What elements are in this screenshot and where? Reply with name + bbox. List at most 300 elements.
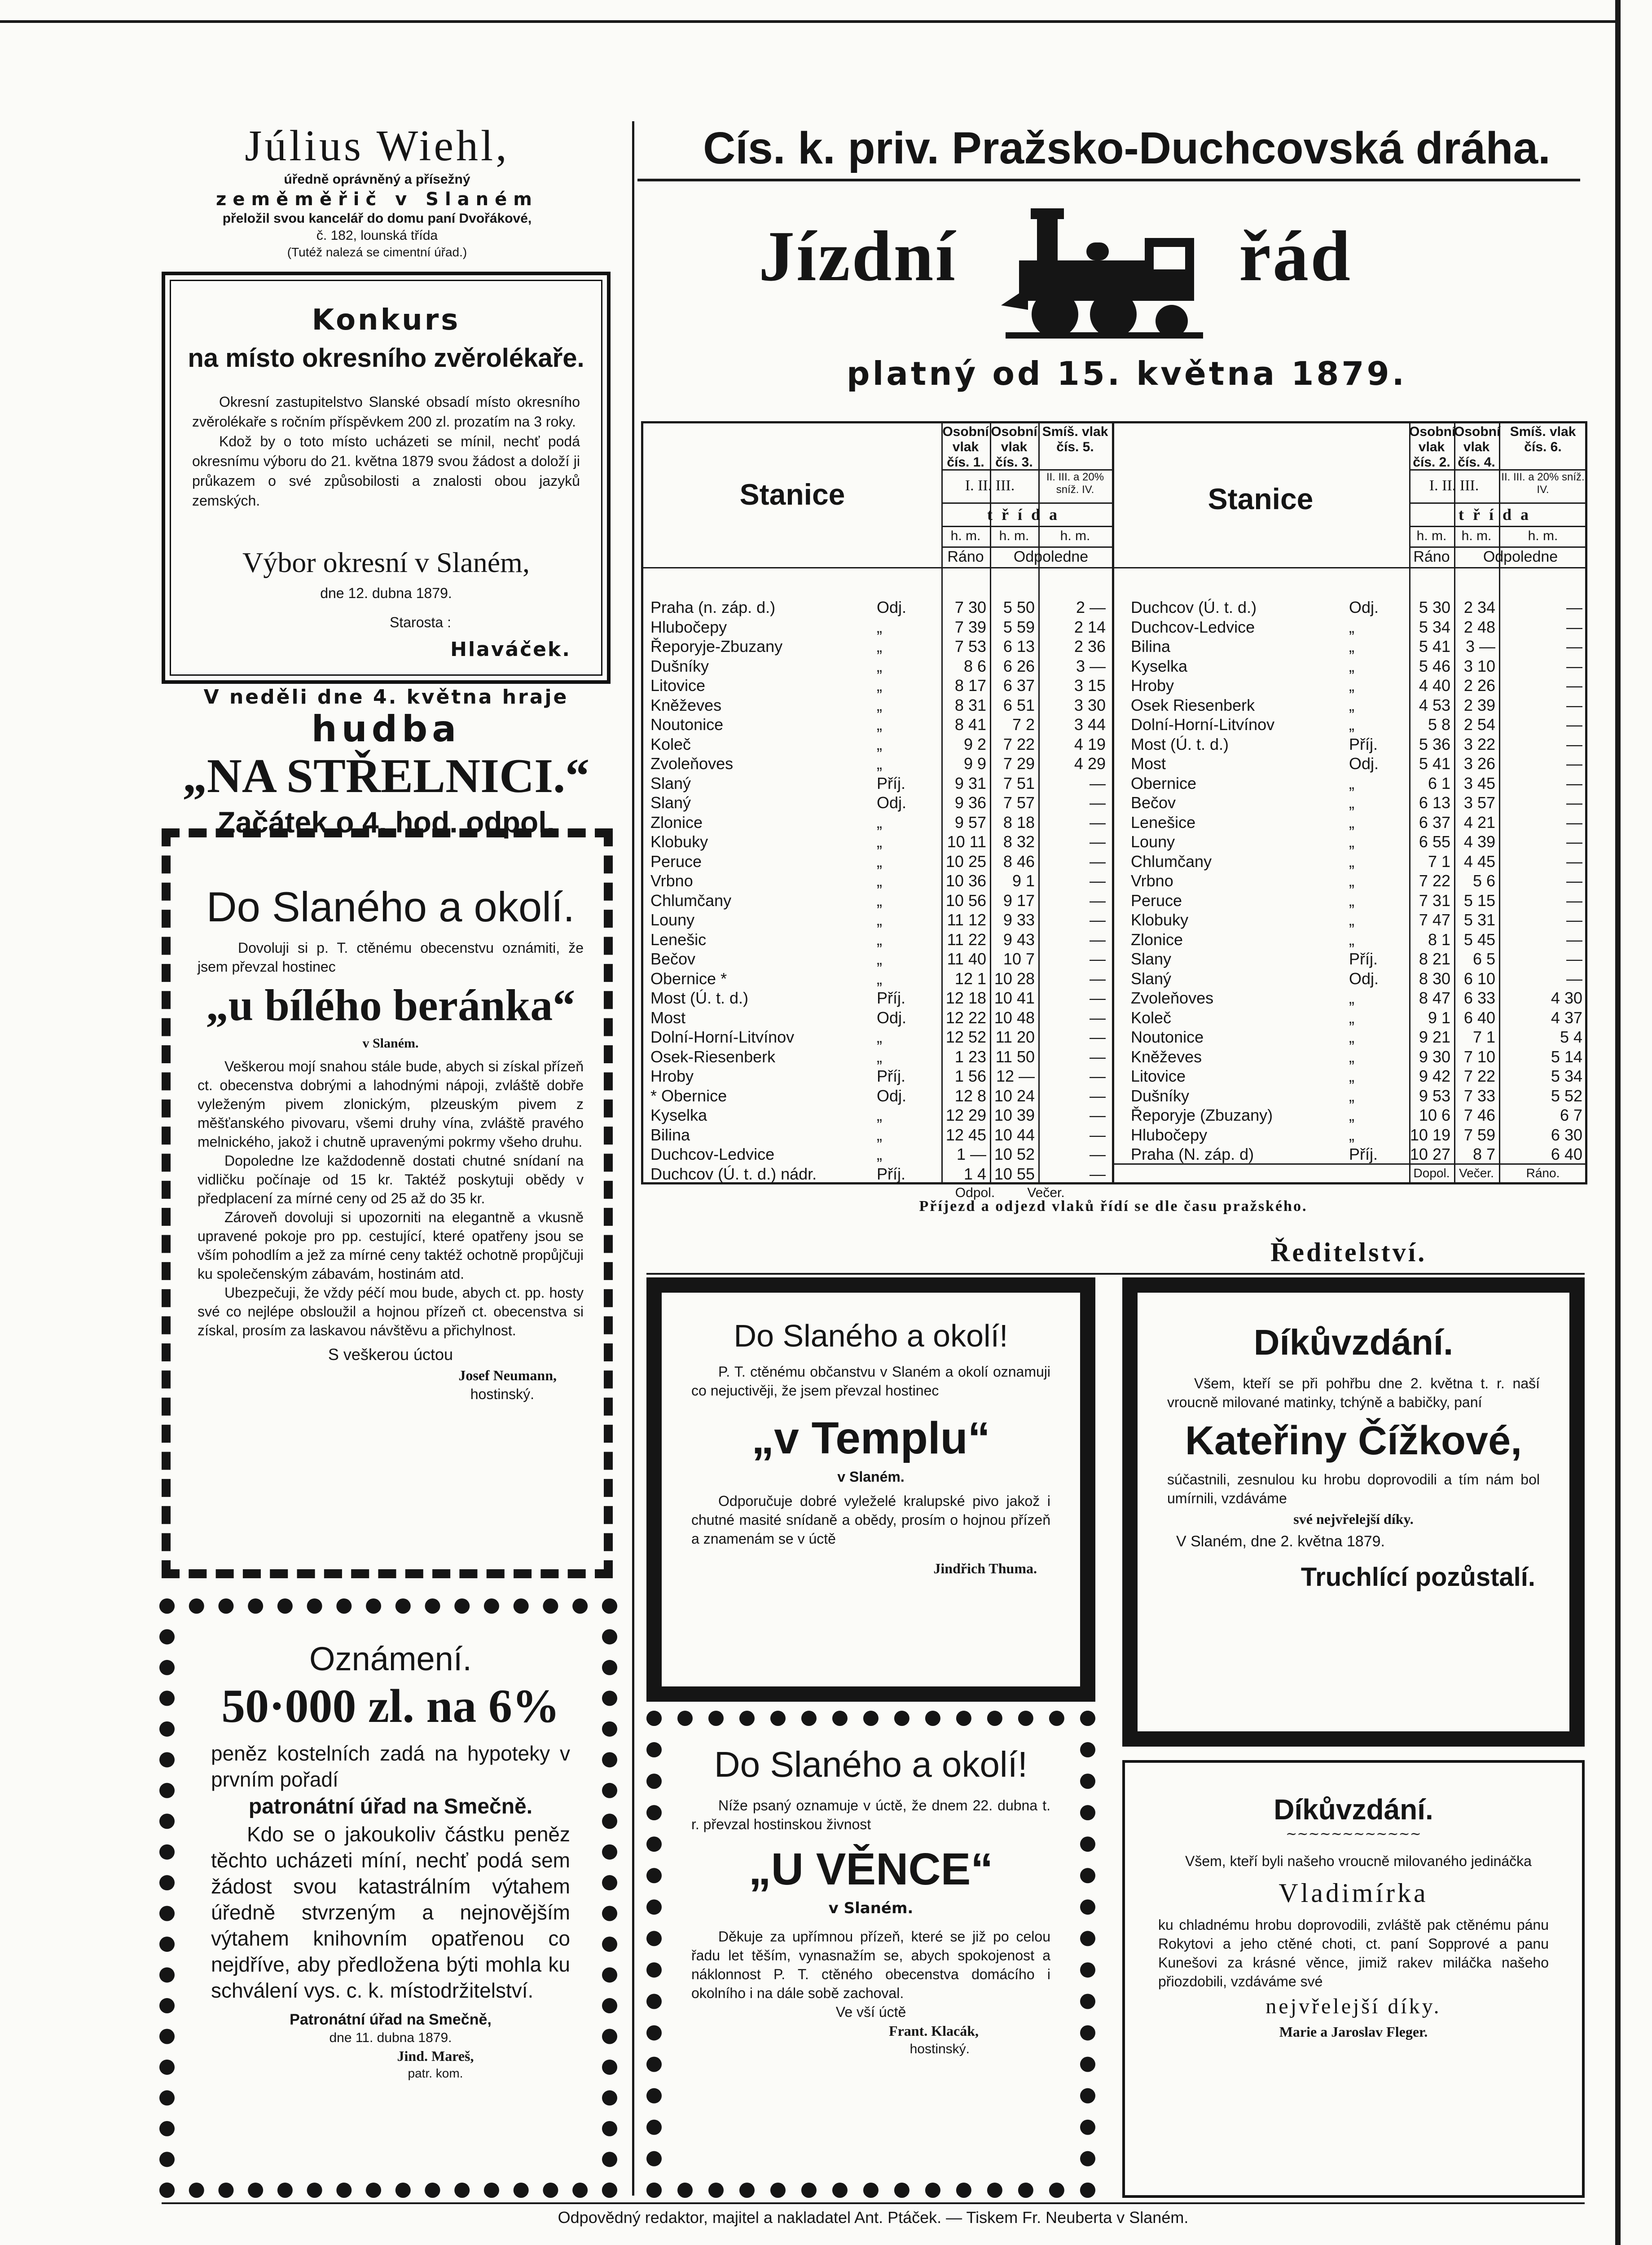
time-cell: 4 45 — [1463, 852, 1495, 871]
left-hm-3: h. m. — [1060, 528, 1090, 543]
station-mark: „ — [877, 969, 882, 988]
time-cell: 2 39 — [1463, 696, 1495, 714]
time-cell: 10 36 — [945, 872, 986, 890]
beranek-body4: Ubezpečuji, že vždy péčí mou bude, abych ct. pp. hosty své co nejlépe obsloužil a hojnou přízeň ct. obecenstva si získal, prosím za laskavou návštěvu a přichylnost. — [198, 1285, 584, 1338]
time-cell: 7 1 — [1472, 1028, 1495, 1046]
oznameni-role: patr. kom. — [408, 2066, 463, 2080]
station-name: Slany — [1131, 950, 1172, 968]
time-cell: — — [1566, 872, 1582, 890]
time-cell: — — [1566, 656, 1582, 675]
time-cell: 5 41 — [1419, 637, 1450, 656]
time-cell: 5 52 — [1551, 1086, 1582, 1105]
time-cell: 9 1 — [1012, 872, 1035, 890]
station-name: Kněževes — [650, 696, 722, 714]
time-cell: — — [1566, 676, 1582, 695]
time-cell: 5 50 — [1003, 598, 1035, 616]
time-cell: — — [1566, 696, 1582, 714]
wiehl-line1: úředně oprávněný a přísežný — [284, 172, 470, 187]
top-border — [0, 20, 1616, 23]
time-cell: 8 47 — [1419, 989, 1450, 1007]
station-mark: „ — [1349, 1008, 1354, 1027]
station-mark: „ — [877, 656, 882, 675]
time-cell: 4 30 — [1551, 989, 1582, 1007]
time-cell: 7 31 — [1419, 891, 1450, 910]
time-cell: — — [1566, 793, 1582, 812]
station-name: Dušníky — [650, 656, 709, 675]
station-mark: „ — [1349, 1067, 1354, 1085]
station-name: Dolní-Horní-Litvínov — [1131, 715, 1275, 734]
time-cell: 10 24 — [994, 1086, 1035, 1105]
oznameni-amount: 50·000 zl. na 6% — [221, 1680, 560, 1732]
station-name: Most — [1131, 754, 1166, 773]
station-name: Peruce — [650, 852, 702, 871]
station-name: Noutonice — [1131, 1028, 1204, 1046]
time-cell: 6 10 — [1463, 969, 1495, 988]
time-cell: 10 19 — [1410, 1125, 1450, 1144]
time-cell: 8 7 — [1472, 1145, 1495, 1163]
dik2-ornament: ~~~~~~~~~~~~ — [1286, 1826, 1421, 1842]
time-cell: 6 55 — [1419, 832, 1450, 851]
venec-sig: Frant. Klacák, — [889, 2023, 979, 2039]
station-mark: Příj. — [877, 1067, 906, 1085]
time-cell: 12 22 — [945, 1008, 986, 1027]
station-name: Osek-Riesenberk — [650, 1047, 776, 1066]
stanice-right: Stanice — [1208, 482, 1314, 515]
station-mark: Odj. — [877, 598, 907, 616]
time-cell: 8 46 — [1003, 852, 1035, 871]
time-cell: 8 32 — [1003, 832, 1035, 851]
railway-rule — [637, 179, 1580, 181]
time-cell: 3 45 — [1463, 774, 1495, 792]
station-name: Duchcov (Ú. t. d.) nádr. — [650, 1164, 817, 1183]
dik2-thanks: nejvřelejší díky. — [1265, 1994, 1441, 2018]
station-mark: „ — [1349, 832, 1354, 851]
konkurs-name: Hlaváček. — [450, 638, 571, 661]
dik2-ad — [1158, 1792, 1549, 2041]
station-mark: „ — [877, 1145, 882, 1163]
beranek-ad — [198, 880, 584, 1404]
time-cell: 5 6 — [1472, 872, 1495, 890]
time-cell: 10 56 — [945, 891, 986, 910]
dik1-thanks: své nejvřelejší díky. — [1293, 1511, 1414, 1527]
templ-ad — [691, 1316, 1050, 1580]
venec-title: Do Slaného a okolí! — [714, 1744, 1028, 1784]
time-cell: 8 30 — [1419, 969, 1450, 988]
station-name: Duchcov-Ledvice — [1131, 617, 1255, 636]
venec-name: „U VĚNCE“ — [748, 1844, 993, 1894]
time-cell: — — [1090, 911, 1106, 929]
time-cell: 8 6 — [963, 656, 986, 675]
time-cell: 7 51 — [1003, 774, 1035, 792]
time-cell: 5 45 — [1463, 930, 1495, 949]
station-name: Obernice — [1131, 774, 1197, 792]
konkurs-body2: Kdož by o toto místo ucházeti se mínil, nechť podá okresnímu výboru do 21. května 1879 svou žádost a doloží ji průkazem o své způsobilosti a znalosti obou jazyků zemských. — [192, 433, 580, 509]
venec-body: Děkuje za upřímnou přízeň, které se již po celou řadu let těším, vynasnažím se, abych spokojenost a náklonnost P. T. ctěného obecenstva domácího i okolního i na dále sobě zachoval. — [691, 1928, 1050, 2001]
time-cell: 5 34 — [1419, 617, 1450, 636]
right-rano: Ráno — [1413, 548, 1450, 565]
time-cell: 6 37 — [1419, 813, 1450, 832]
time-cell: — — [1566, 891, 1582, 910]
time-cell: — — [1090, 872, 1106, 890]
station-mark: „ — [1349, 1125, 1354, 1144]
oznameni-body1: peněz kostelních zadá na hypoteky v prvním pořadí — [211, 1742, 570, 1791]
time-cell: 7 39 — [954, 617, 986, 636]
left-hm-2: h. m. — [999, 528, 1029, 543]
station-mark: „ — [877, 911, 882, 929]
time-cell: 6 51 — [1003, 696, 1035, 714]
venec-intro: Níže psaný oznamuje v úctě, že dnem 22. dubna t. r. převzal hostinskou živnost — [691, 1797, 1050, 1832]
right-bottom-1: Dopol. — [1413, 1166, 1450, 1180]
station-mark: „ — [1349, 989, 1354, 1007]
time-cell: — — [1566, 852, 1582, 871]
left-train-3: Smíš. vlak čís. 5. — [1042, 424, 1108, 454]
station-mark: „ — [877, 813, 882, 832]
time-cell: 10 25 — [945, 852, 986, 871]
time-cell: 6 30 — [1551, 1125, 1582, 1144]
right-train-3: Smíš. vlak čís. 6. — [1510, 424, 1576, 454]
time-cell: 10 39 — [994, 1106, 1035, 1124]
venec-place: v Slaném. — [828, 1899, 914, 1917]
station-name: Dušníky — [1131, 1086, 1190, 1105]
time-cell: 9 43 — [1003, 930, 1035, 949]
station-mark: „ — [1349, 911, 1354, 929]
left-times-2 — [990, 598, 1035, 1184]
station-name: Zvoleňoves — [1131, 989, 1214, 1007]
stanice-left: Stanice — [739, 478, 845, 511]
oznameni-date: dne 11. dubna 1879. — [329, 2030, 452, 2045]
time-cell: 4 21 — [1463, 813, 1495, 832]
time-cell: 8 21 — [1419, 950, 1450, 968]
time-cell: 8 41 — [954, 715, 986, 734]
time-cell: 7 10 — [1463, 1047, 1495, 1066]
time-cell: — — [1090, 774, 1106, 792]
station-mark: „ — [1349, 1106, 1354, 1124]
station-name: Koleč — [650, 735, 691, 753]
station-mark: „ — [877, 637, 882, 656]
station-mark: „ — [1349, 656, 1354, 675]
left-bottom-1: Odpol. — [955, 1185, 995, 1200]
oznameni-title: Oznámení. — [309, 1640, 472, 1677]
dik1-date: V Slaném, dne 2. května 1879. — [1176, 1533, 1385, 1550]
station-mark: „ — [877, 930, 882, 949]
time-cell: 2 14 — [1074, 617, 1106, 636]
time-cell: 12 45 — [945, 1125, 986, 1144]
station-name: Peruce — [1131, 891, 1182, 910]
station-mark: Odj. — [877, 1008, 907, 1027]
station-name: Praha (N. záp. d) — [1131, 1145, 1254, 1163]
timetable — [641, 421, 1587, 1184]
beranek-sig: Josef Neumann, — [458, 1367, 557, 1383]
time-cell: — — [1090, 1086, 1106, 1105]
time-cell: 6 26 — [1003, 656, 1035, 675]
time-cell: 5 34 — [1551, 1067, 1582, 1085]
station-name: Lenešice — [1131, 813, 1196, 832]
railway-footnote: Příjezd a odjezd vlaků řídí se dle času pražského. — [919, 1198, 1308, 1215]
right-train-2: Osobní vlak čís. 4. — [1454, 424, 1501, 470]
left-odpoledne: Odpoledne — [1013, 548, 1089, 565]
time-cell: 4 53 — [1419, 696, 1450, 714]
oznameni-office: patronátní úřad na Smečně. — [248, 1795, 533, 1818]
time-cell: 5 59 — [1003, 617, 1035, 636]
konkurs-title: Konkurs — [312, 304, 461, 337]
station-mark: „ — [1349, 617, 1354, 636]
left-times-1 — [941, 598, 986, 1184]
station-name: Bilina — [650, 1125, 690, 1144]
templ-place: v Slaném. — [837, 1469, 905, 1485]
time-cell: 11 50 — [995, 1047, 1035, 1066]
left-train-2: Osobní vlak čís. 3. — [991, 424, 1037, 470]
oznameni-sig1: Patronátní úřad na Smečně, — [290, 2011, 492, 2028]
time-cell: 10 6 — [1419, 1106, 1450, 1124]
oznameni-body2: Kdo se o jakoukoliv částku peněz těchto ucházeti míní, nechť podá sem žádost svou katastrálním výtahem úředně stvrzeným a nejnovějším výtahem knihovním opatřenou co nejdříve, aby předložena býti mohla ku schválení vys. c. k. místodržitelství. — [211, 1822, 570, 2002]
time-cell: 5 8 — [1428, 715, 1450, 734]
time-cell: 3 10 — [1463, 656, 1495, 675]
station-mark: Příj. — [1349, 735, 1378, 753]
beranek-body2: Dopoledne lze každodenně dostati chutné snídaní na vidličku počínaje od 15 kr. Taktéž poskytuji obědy v předplacení za mírné ceny od 25 až do 35 kr. — [198, 1153, 584, 1206]
beranek-body1: Veškerou mojí snahou stále bude, abych si získal přízeň ct. obecenstva dobrými a lahodnými nápoji, zvláště dobře vyleženým pivem zlonickým, plzeuským pivem z měšťanského pivovaru, všemi druhy vína, zvláště pravého melnického, jakož i chutně upravenými pokrmy všeho druhu. — [198, 1058, 584, 1150]
time-cell: — — [1090, 969, 1106, 988]
time-cell: — — [1090, 793, 1106, 812]
time-cell: 9 57 — [954, 813, 986, 832]
time-cell: — — [1090, 989, 1106, 1007]
station-name: Bilina — [1131, 637, 1171, 656]
time-cell: — — [1566, 598, 1582, 616]
station-mark: „ — [877, 891, 882, 910]
station-name: Bečov — [1131, 793, 1176, 812]
station-mark: „ — [877, 1125, 882, 1144]
station-mark: Příj. — [877, 774, 906, 792]
time-cell: 10 41 — [994, 989, 1035, 1007]
dik2-sig: Marie a Jaroslav Fleger. — [1279, 2024, 1428, 2040]
time-cell: 6 40 — [1551, 1145, 1582, 1163]
station-name: Kyselka — [650, 1106, 707, 1124]
time-cell: 11 12 — [947, 911, 986, 929]
time-cell: 2 36 — [1074, 637, 1106, 656]
right-times-1 — [1409, 598, 1450, 1164]
station-name: Most — [650, 1008, 686, 1027]
templ-intro: P. T. ctěnému občanstvu v Slaném a okolí oznamuji co nejuctivěji, že jsem převzal hostinec — [691, 1364, 1050, 1399]
time-cell: 7 53 — [954, 637, 986, 656]
station-mark: „ — [877, 715, 882, 734]
time-cell: 9 30 — [1419, 1047, 1450, 1066]
time-cell: — — [1566, 715, 1582, 734]
time-cell: — — [1566, 735, 1582, 753]
time-cell: 6 7 — [1560, 1106, 1582, 1124]
station-mark: Příj. — [877, 989, 906, 1007]
right-bottom-3: Ráno. — [1526, 1166, 1560, 1180]
station-mark: Příj. — [1349, 950, 1378, 968]
time-cell: 10 52 — [994, 1145, 1035, 1163]
station-name: Chlumčany — [650, 891, 732, 910]
konkurs-subtitle: na místo okresního zvěrolékaře. — [188, 343, 584, 373]
station-mark: Odj. — [1349, 598, 1379, 616]
dik1-sig: Truchlící pozůstalí. — [1301, 1563, 1535, 1592]
right-bottom-2: Večer. — [1459, 1166, 1494, 1180]
wiehl-line5: (Tutéž nalezá se cimentní úřad.) — [287, 245, 467, 259]
right-classes: I. II. III. — [1429, 477, 1479, 494]
time-cell: 6 33 — [1463, 989, 1495, 1007]
left-times-3 — [1038, 598, 1106, 1184]
time-cell: — — [1566, 774, 1582, 792]
time-cell: 2 54 — [1463, 715, 1495, 734]
time-cell: 4 39 — [1463, 832, 1495, 851]
time-cell: 12 52 — [945, 1028, 986, 1046]
station-mark: Odj. — [1349, 754, 1379, 773]
dik1-name: Kateřiny Čížkové, — [1185, 1418, 1522, 1463]
konkurs-body — [192, 392, 580, 511]
time-cell: 5 36 — [1419, 735, 1450, 753]
station-name: Chlumčany — [1131, 852, 1212, 871]
beranek-role: hostinský. — [470, 1386, 534, 1402]
time-cell: 6 5 — [1472, 950, 1495, 968]
station-name: Vrbno — [650, 872, 693, 890]
time-cell: — — [1090, 852, 1106, 871]
station-mark: „ — [877, 950, 882, 968]
time-cell: 6 40 — [1463, 1008, 1495, 1027]
station-mark: „ — [877, 832, 882, 851]
time-cell: 7 57 — [1003, 793, 1035, 812]
station-mark: „ — [1349, 872, 1354, 890]
left-rano: Ráno — [947, 548, 984, 565]
time-cell: 9 31 — [954, 774, 986, 792]
time-cell: — — [1090, 1067, 1106, 1085]
time-cell: 2 34 — [1463, 598, 1495, 616]
time-cell: 4 19 — [1074, 735, 1106, 753]
column-divider — [632, 121, 634, 2196]
time-cell: 9 2 — [963, 735, 986, 753]
wiehl-ad — [162, 121, 593, 260]
time-cell: 9 21 — [1419, 1028, 1450, 1046]
wiehl-line3: přeložil svou kancelář do domu paní Dvořákové, — [222, 211, 532, 226]
time-cell: 3 — — [1465, 637, 1495, 656]
station-name: Klobuky — [1131, 911, 1189, 929]
left-marks — [877, 598, 935, 1184]
time-cell: 7 30 — [954, 598, 986, 616]
station-name: Obernice * — [650, 969, 727, 988]
time-cell: — — [1090, 832, 1106, 851]
time-cell: — — [1090, 950, 1106, 968]
station-name: Most (Ú. t. d.) — [650, 989, 749, 1007]
left-bottom-2: Večer. — [1027, 1185, 1065, 1200]
time-cell: — — [1566, 832, 1582, 851]
time-cell: — — [1566, 637, 1582, 656]
station-name: Kněževes — [1131, 1047, 1202, 1066]
station-mark: „ — [1349, 1086, 1354, 1105]
konkurs-role: Starosta : — [390, 614, 451, 630]
station-mark: „ — [877, 696, 882, 714]
time-cell: 4 37 — [1551, 1008, 1582, 1027]
left-train-1: Osobní vlak čís. 1. — [942, 424, 989, 470]
railway-valid: platný od 15. května 1879. — [847, 355, 1407, 392]
time-cell: 11 20 — [995, 1028, 1035, 1046]
right-border — [1615, 0, 1621, 2245]
station-mark: Odj. — [877, 793, 907, 812]
right-hm-3: h. m. — [1528, 528, 1558, 543]
time-cell: 10 28 — [994, 969, 1035, 988]
station-name: Hroby — [650, 1067, 694, 1085]
strelnice-line2: hudba — [311, 708, 461, 750]
station-name: Slaný — [650, 793, 691, 812]
time-cell: 5 31 — [1463, 911, 1495, 929]
railway-bottom-rule — [646, 1273, 1585, 1275]
time-cell: — — [1566, 813, 1582, 832]
dik1-body2: súčastnili, zesnulou ku hrobu doprovodili a tím nám bol umírnili, vzdáváme — [1167, 1471, 1540, 1506]
time-cell: — — [1090, 930, 1106, 949]
time-cell: — — [1090, 1106, 1106, 1124]
station-name: Louny — [650, 911, 695, 929]
time-cell: 5 14 — [1551, 1047, 1582, 1066]
time-cell: 3 26 — [1463, 754, 1495, 773]
konkurs-signature: Výbor okresní v Slaném, — [242, 546, 530, 578]
wiehl-line4: č. 182, lounská třída — [316, 228, 438, 243]
station-mark: „ — [877, 1106, 882, 1124]
time-cell: 3 22 — [1463, 735, 1495, 753]
time-cell: 7 46 — [1463, 1106, 1495, 1124]
railway-company: Cís. k. priv. Pražsko-Duchcovská dráha. — [703, 123, 1551, 173]
venec-role: hostinský. — [909, 2042, 970, 2056]
beranek-name: „u bílého beránka“ — [206, 980, 576, 1030]
station-name: Zlonice — [1131, 930, 1183, 949]
time-cell: 9 9 — [963, 754, 986, 773]
time-cell: — — [1566, 950, 1582, 968]
dik2-title: Díkůvzdání. — [1274, 1793, 1433, 1826]
time-cell: 3 30 — [1074, 696, 1106, 714]
station-name: Klobuky — [650, 832, 708, 851]
right-times-2 — [1454, 598, 1495, 1164]
station-name: Osek Riesenberk — [1131, 696, 1255, 714]
dik1-ad — [1167, 1320, 1540, 1598]
right-train-1: Osobní vlak čís. 2. — [1409, 424, 1456, 470]
time-cell: — — [1090, 1164, 1106, 1183]
station-mark: „ — [1349, 774, 1354, 792]
time-cell: — — [1566, 617, 1582, 636]
station-name: Noutonice — [650, 715, 724, 734]
dik2-name: Vladimírka — [1279, 1878, 1428, 1908]
station-name: Duchcov (Ú. t. d.) — [1131, 598, 1257, 616]
station-name: Duchcov-Ledvice — [650, 1145, 775, 1163]
time-cell: 1 23 — [954, 1047, 986, 1066]
time-cell: 7 22 — [1003, 735, 1035, 753]
time-cell: — — [1566, 969, 1582, 988]
railway-title2: řád — [1239, 216, 1352, 296]
station-name: Slaný — [1131, 969, 1172, 988]
time-cell: — — [1090, 1008, 1106, 1027]
time-cell: 9 1 — [1428, 1008, 1450, 1027]
left-hm-1: h. m. — [950, 528, 981, 543]
station-name: Hlubočepy — [650, 617, 727, 636]
templ-title: Do Slaného a okolí! — [734, 1318, 1008, 1353]
station-name: Louny — [1131, 832, 1175, 851]
time-cell: 7 33 — [1463, 1086, 1495, 1105]
station-mark: Příj. — [877, 1164, 906, 1183]
station-name: Litovice — [1131, 1067, 1186, 1085]
time-cell: 10 48 — [994, 1008, 1035, 1027]
time-cell: 11 22 — [947, 930, 986, 949]
station-mark: „ — [1349, 813, 1354, 832]
station-mark: „ — [877, 735, 882, 753]
station-mark: „ — [877, 1047, 882, 1066]
time-cell: 6 1 — [1428, 774, 1450, 792]
left-stations — [650, 598, 875, 1184]
station-name: Řeporyje-Zbuzany — [650, 637, 783, 656]
time-cell: 10 55 — [994, 1164, 1035, 1183]
time-cell: 5 46 — [1419, 656, 1450, 675]
dik2-body2: ku chladnému hrobu doprovodili, zvláště pak ctěnému pánu Rokytovi a jeho ctěné choti, ct. paní Sopprové a panu Kunešovi za krásné věnce, jimiž rakev miláčka našeho přiozdobili, vzdáváme své — [1158, 1917, 1549, 1990]
time-cell: 9 17 — [1003, 891, 1035, 910]
time-cell: 3 44 — [1074, 715, 1106, 734]
time-cell: — — [1090, 813, 1106, 832]
strelnice-line3: „NA STŘELNICI.“ — [182, 749, 590, 803]
